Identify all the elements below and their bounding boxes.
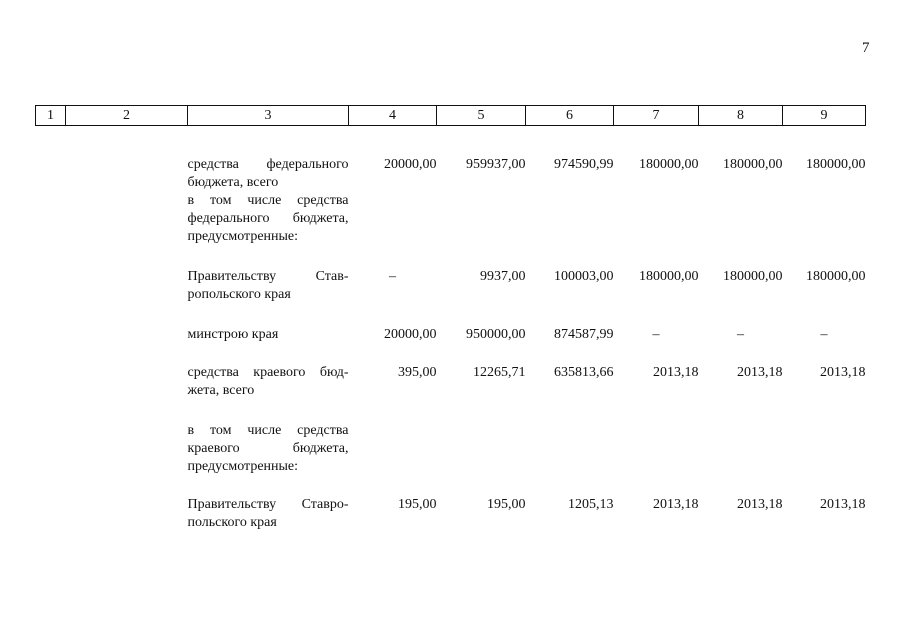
value-cell: 2013,18 [820,497,866,512]
empty-cell [66,192,188,268]
value-cell: 20000,00 [384,157,437,172]
table-row [36,326,866,364]
empty-cell [36,268,66,326]
value-cell: 2013,18 [653,497,699,512]
budget-table [35,105,866,538]
value-cell: 9937,00 [480,269,526,284]
value-cell: 959937,00 [466,157,526,172]
row-label: в том числе средства федерального бюджета, предусмотренные: [187,193,349,244]
empty-cell [36,364,66,422]
value-cell: 950000,00 [466,327,526,342]
table-row [36,364,866,422]
value-cell: – [652,327,660,342]
row-label: в том числе средства краевого бюджета, предусмотренные: [187,423,349,474]
table-row [36,192,866,268]
value-cell: 12265,71 [473,365,526,380]
empty-cell [36,422,66,496]
page-number: 7 [862,40,870,56]
value-cell: 635813,66 [554,365,614,380]
value-cell: 180000,00 [806,269,866,284]
value-cell: 2013,18 [653,365,699,380]
value-cell [699,192,783,268]
value-cell: – [737,327,744,342]
value-cell: 180000,00 [639,157,699,172]
value-cell [526,422,614,496]
table-row [36,422,866,496]
empty-cell [66,364,188,422]
value-cell: 20000,00 [384,327,437,342]
column-number-cell: 1 [36,106,66,126]
row-label: Правительству Став-ропольского края [187,269,349,302]
table-row [36,126,866,193]
value-cell [614,422,699,496]
row-label: средства федерального бюджета, всего [187,157,349,190]
value-cell [699,422,783,496]
value-cell [783,192,866,268]
table-row [36,496,866,538]
empty-cell [36,192,66,268]
empty-cell [66,268,188,326]
value-cell: 180000,00 [806,157,866,172]
value-cell: 100003,00 [554,269,614,284]
column-number-cell: 5 [437,106,526,126]
value-cell: 395,00 [398,365,437,380]
empty-cell [66,422,188,496]
row-label: средства краевого бюд-жета, всего [187,365,349,398]
value-cell: 974590,99 [554,157,614,172]
empty-cell [36,126,66,193]
value-cell: – [389,269,396,284]
value-cell [437,192,526,268]
value-cell [614,192,699,268]
row-label: Правительству Ставро-польского края [187,497,349,530]
column-number-cell: 4 [349,106,437,126]
value-cell: 180000,00 [639,269,699,284]
empty-cell [66,326,188,364]
value-cell: 195,00 [398,497,437,512]
column-number-cell: 3 [188,106,349,126]
value-cell: 195,00 [487,497,526,512]
table-row [36,268,866,326]
column-number-cell: 2 [66,106,188,126]
value-cell: 874587,99 [554,327,614,342]
empty-cell [66,126,188,193]
value-cell: 1205,13 [568,497,614,512]
empty-cell [66,496,188,538]
value-cell [349,422,437,496]
value-cell: 180000,00 [723,157,783,172]
value-cell [783,422,866,496]
value-cell: 180000,00 [723,269,783,284]
column-number-cell: 8 [699,106,783,126]
empty-cell [36,496,66,538]
column-number-header-row [36,106,866,126]
value-cell: 2013,18 [737,497,783,512]
column-number-cell: 6 [526,106,614,126]
empty-cell [36,326,66,364]
column-number-cell: 9 [783,106,866,126]
value-cell [526,192,614,268]
value-cell: 2013,18 [820,365,866,380]
column-number-cell: 7 [614,106,699,126]
value-cell [349,192,437,268]
row-label: минстрою края [187,327,279,342]
value-cell [437,422,526,496]
value-cell: – [820,327,828,342]
value-cell: 2013,18 [737,365,783,380]
